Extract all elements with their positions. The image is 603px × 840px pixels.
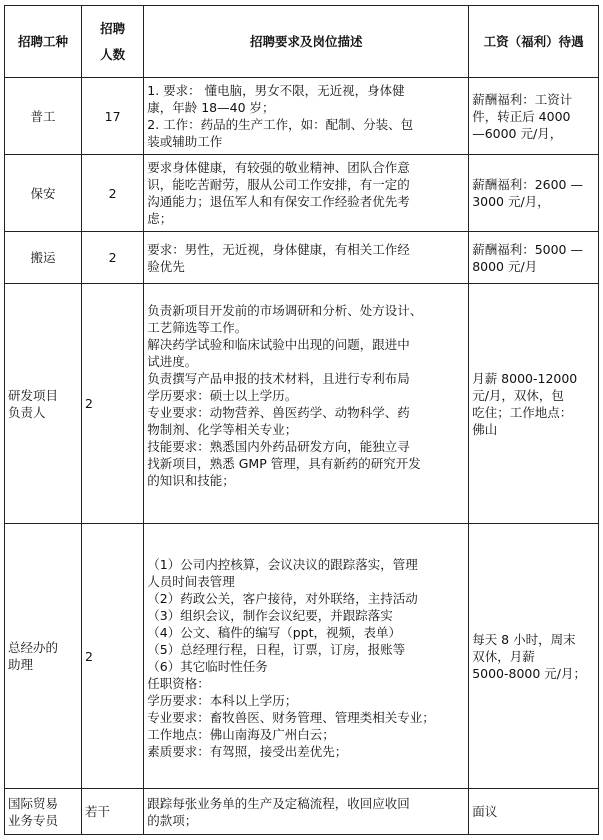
job-line: 普工 (30, 108, 56, 124)
desc-line: 工作地点：佛山南海及广州白云； (147, 727, 335, 742)
pay-line: 薪酬福利：2600 — (472, 177, 583, 192)
job-line: 搬运 (30, 250, 56, 265)
desc-line: 工艺筛选等工作。 (147, 319, 248, 335)
table-row (5, 155, 599, 232)
pay-line: 佛山 (472, 421, 498, 437)
desc-line: 2. 工作：药品的生产工作，如：配制、分装、包 (147, 117, 414, 132)
table-row (5, 78, 599, 155)
desc-line: 虑； (147, 211, 173, 226)
desc-line: 物制剂、化学等相关专业； (147, 421, 298, 437)
desc-line: 康，年龄 18—40 岁； (147, 100, 275, 115)
header-desc (144, 6, 469, 78)
header-job-label: 招聘工种 (18, 34, 69, 49)
pay-line: 件，转正后 4000 (472, 108, 571, 124)
desc-line: 试进度。 (147, 353, 198, 369)
desc-line: 的款项； (147, 812, 198, 828)
desc-spacer (147, 489, 465, 506)
desc-line: 装或辅助工作 (147, 134, 223, 149)
header-pay-label: 工资（福利）待遇 (483, 34, 584, 49)
count-cell (82, 78, 144, 155)
job-line: 研发项目 (8, 387, 59, 403)
pay-line: 元/月，双休，包 (472, 387, 564, 403)
pay-line: 8000 元/月 (472, 258, 538, 274)
header-count (82, 6, 144, 78)
desc-line: （4）公文、稿件的编写（ppt，视频，表单） (147, 625, 401, 640)
pay-cell (469, 232, 599, 284)
pay-line: —6000 元/月， (472, 125, 563, 141)
desc-line: 负责撰写产品申报的技术材料，且进行专利布局 (147, 370, 410, 386)
pay-line: 吃住；工作地点： (472, 404, 573, 420)
job-cell (5, 78, 82, 155)
desc-line: 技能要求：熟悉国内外药品研发方向，能独立寻 (147, 438, 410, 454)
desc-cell (144, 789, 469, 835)
desc-line: （1）公司内控核算，会议决议的跟踪落实，管理 (147, 557, 418, 572)
desc-line: 要求身体健康，有较强的敬业精神、团队合作意 (147, 160, 410, 175)
count-cell (82, 789, 144, 835)
table-row (5, 232, 599, 284)
pay-cell (469, 524, 599, 789)
table-row (5, 789, 599, 835)
table-row (5, 524, 599, 789)
pay-cell (469, 789, 599, 835)
pay-cell (469, 78, 599, 155)
desc-line: 人员时间表管理 (147, 574, 235, 589)
count-cell (82, 284, 144, 524)
pay-line: 薪酬福利：工资计 (472, 91, 573, 107)
header-job (5, 6, 82, 78)
desc-line: （2）药政公关，客户接待，对外联络，主持活动 (147, 591, 418, 606)
desc-line: （3）组织会议，制作会议纪要，并跟踪落实 (147, 608, 393, 623)
job-line: 总经办的 (8, 640, 59, 655)
desc-line: 识，能吃苦耐劳，服从公司工作安排，有一定的 (147, 177, 410, 192)
desc-line: 素质要求：有驾照，接受出差优先； (147, 744, 348, 759)
desc-cell (144, 155, 469, 232)
count-cell (82, 155, 144, 232)
recruitment-table (4, 5, 599, 835)
job-line: 助理 (8, 657, 34, 672)
pay-line: 月薪 8000-12000 (472, 370, 578, 386)
header-row (5, 6, 599, 78)
count-value: 17 (104, 108, 121, 124)
desc-line: 负责新项目开发前的市场调研和分析、处方设计、 (147, 302, 423, 318)
job-line: 国际贸易 (8, 795, 59, 811)
desc-line: 跟踪每张业务单的生产及定稿流程，收回应收回 (147, 795, 410, 811)
job-cell (5, 155, 82, 232)
count-value: 2 (108, 250, 117, 265)
desc-cell (144, 78, 469, 155)
job-line: 保安 (30, 185, 56, 201)
header-desc-label: 招聘要求及岗位描述 (249, 34, 363, 49)
desc-line: 验优先 (147, 258, 185, 274)
pay-line: 薪酬福利：5000 — (472, 241, 583, 257)
header-count-line-2: 人数 (100, 46, 126, 62)
desc-cell (144, 232, 469, 284)
desc-line: 任职资格： (147, 676, 210, 691)
count-value: 2 (85, 648, 93, 664)
desc-line: （5）总经理行程，日程，订票，订房，报账等 (147, 642, 406, 657)
desc-line: 要求：男性，无近视，身体健康，有相关工作经 (147, 241, 410, 257)
count-value: 2 (108, 185, 117, 201)
table-row (5, 284, 599, 524)
pay-cell (469, 155, 599, 232)
job-line: 负责人 (8, 404, 46, 420)
desc-line: 学历要求：本科以上学历； (147, 693, 298, 708)
desc-line: 找新项目，熟悉 GMP 管理，具有新药的研究开发 (147, 455, 421, 471)
desc-line: 1. 要求： 懂电脑，男女不限，无近视，身体健 (147, 83, 405, 98)
desc-line: 专业要求：畜牧兽医、财务管理、管理类相关专业； (147, 710, 435, 725)
desc-line: 解决药学试验和临床试验中出现的问题，跟进中 (147, 336, 410, 352)
desc-line: 专业要求：动物营养、兽医药学、动物科学、药 (147, 404, 410, 420)
header-count-line-1: 招聘 (100, 20, 126, 36)
pay-line: 5000-8000 元/月； (472, 665, 587, 681)
pay-line: 每天 8 小时，周末 (472, 631, 576, 647)
desc-line: 沟通能力；退伍军人和有保安工作经验者优先考 (147, 194, 410, 209)
count-cell (82, 232, 144, 284)
job-cell (5, 232, 82, 284)
pay-cell (469, 284, 599, 524)
count-value: 2 (85, 396, 93, 411)
desc-line: 的知识和技能； (147, 472, 235, 488)
job-cell (5, 524, 82, 789)
pay-line: 3000 元/月， (472, 194, 550, 209)
desc-line: （6）其它临时性任务 (147, 659, 268, 674)
job-line: 业务专员 (8, 812, 59, 828)
desc-cell (144, 284, 469, 524)
job-cell (5, 789, 82, 835)
pay-line: 面议 (472, 804, 498, 819)
job-cell (5, 284, 82, 524)
count-value: 若干 (85, 804, 111, 819)
count-cell (82, 524, 144, 789)
desc-cell (144, 524, 469, 789)
desc-line: 学历要求：硕士以上学历。 (147, 387, 298, 403)
pay-line: 双休，月薪 (472, 648, 535, 664)
header-pay (469, 6, 599, 78)
